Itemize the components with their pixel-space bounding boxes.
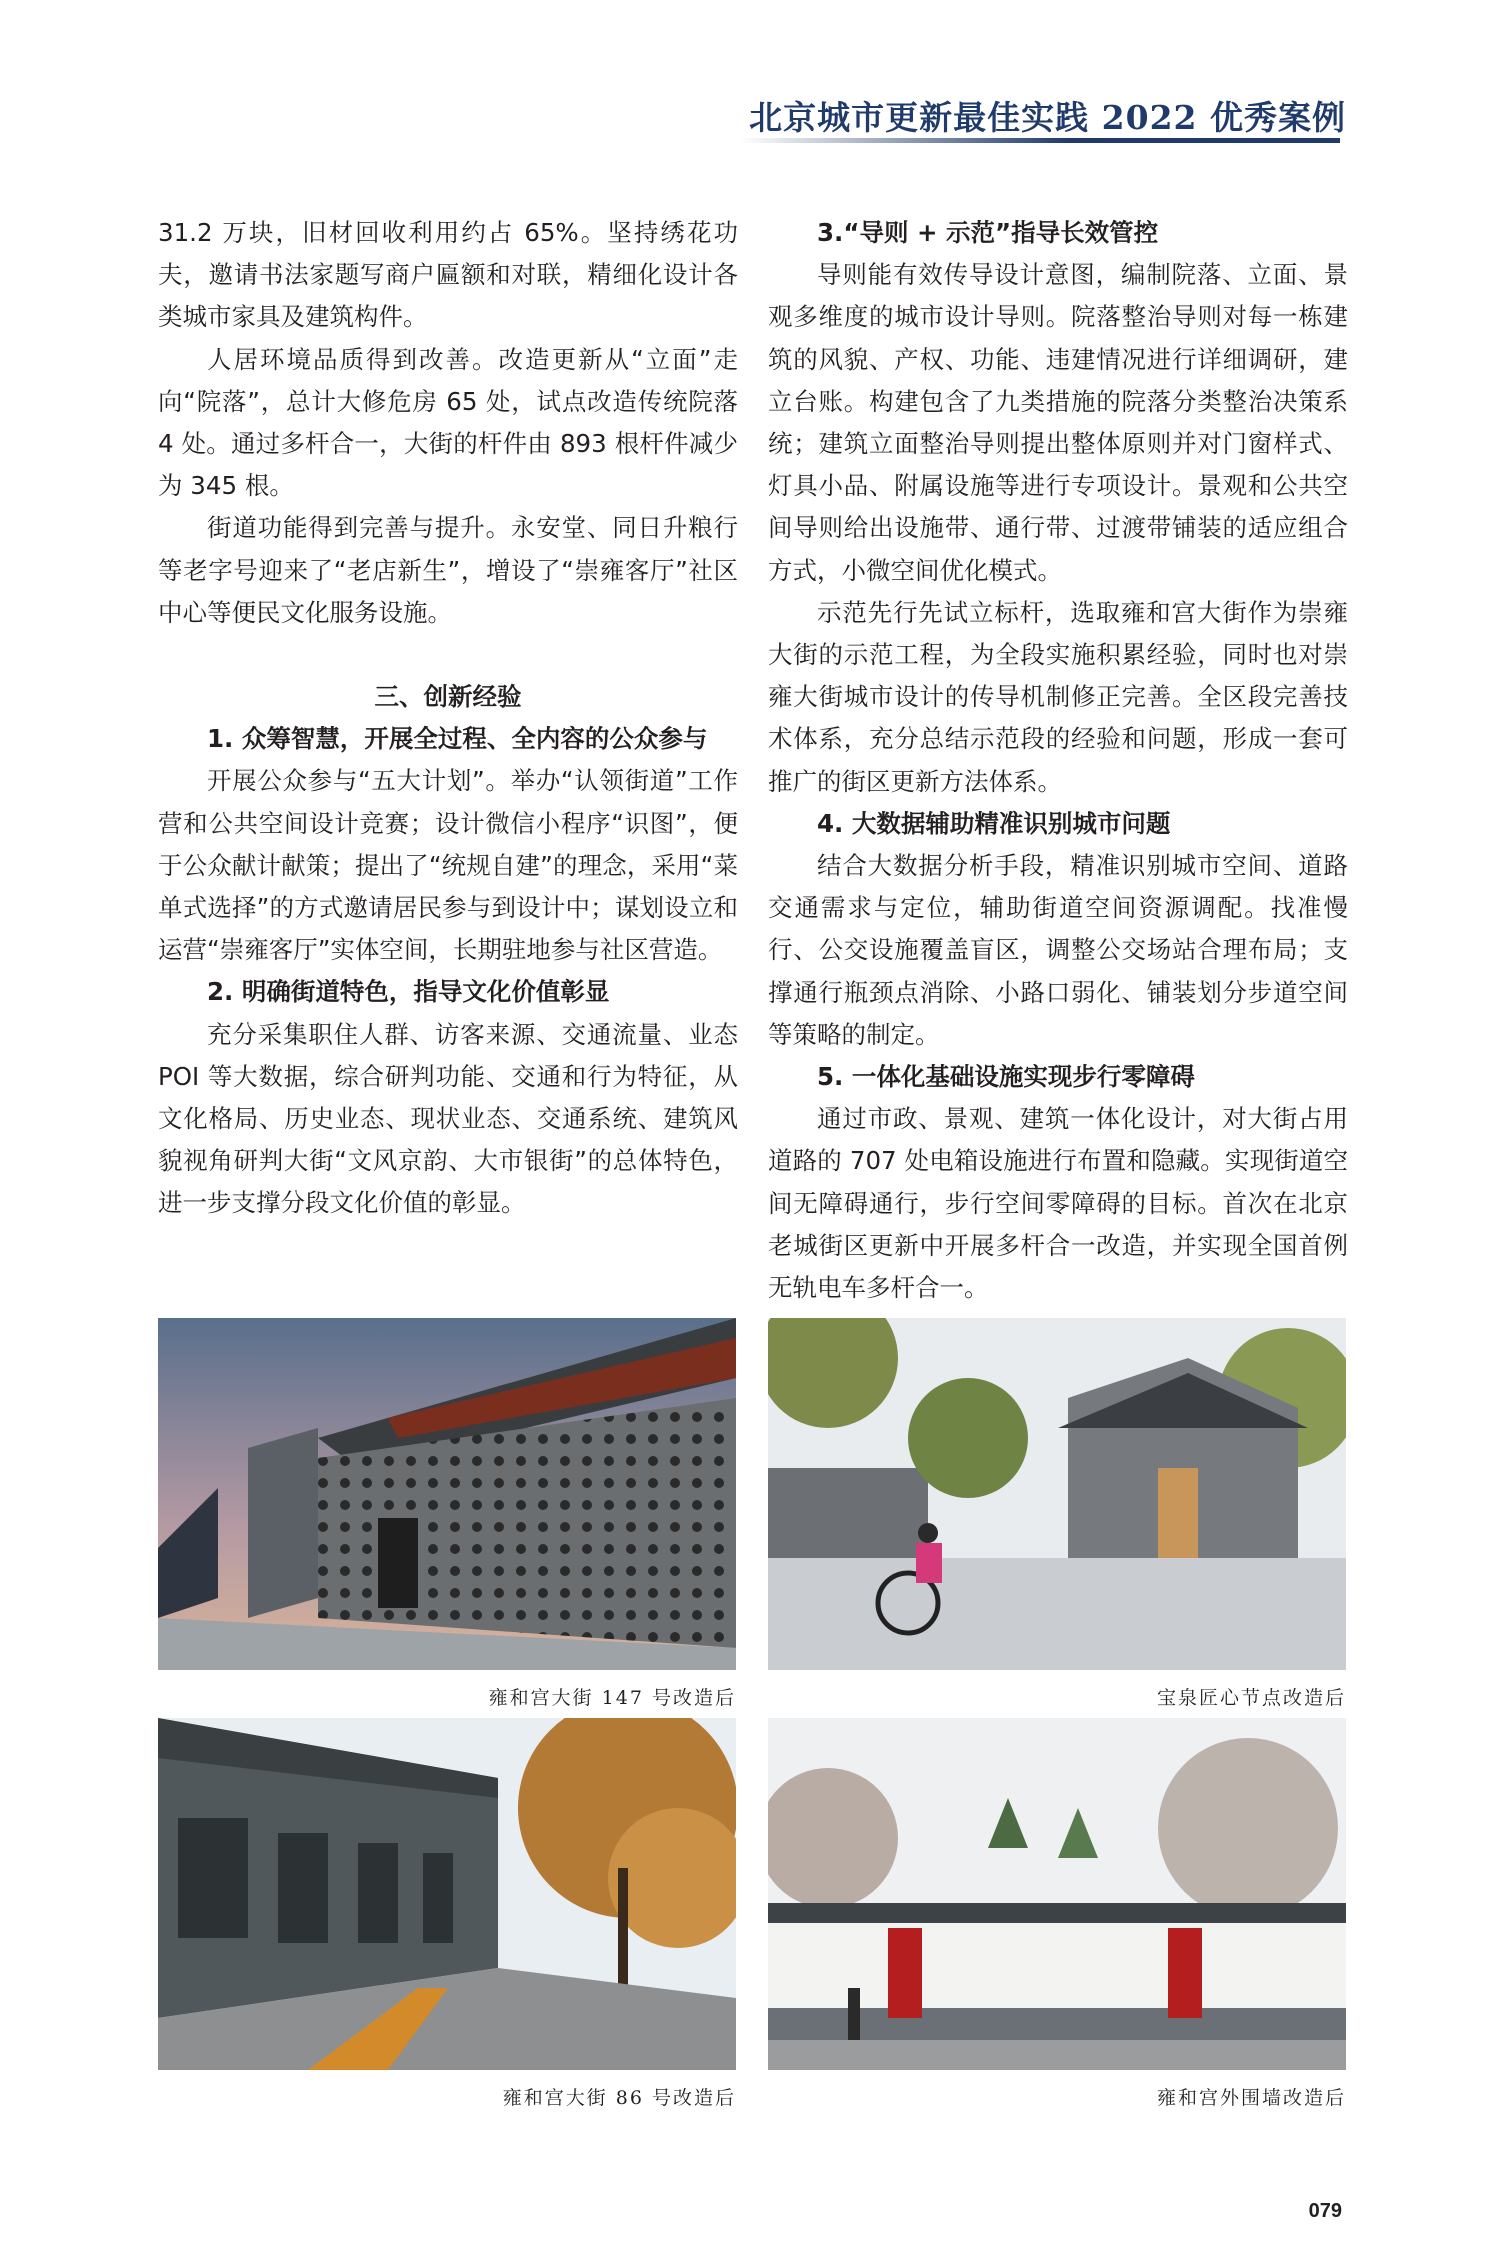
paragraph: 通过市政、景观、建筑一体化设计，对大街占用道路的 707 处电箱设施进行布置和隐藏。实现街道空间无障碍通行，步行空间零障碍的目标。首次在北京老城街区更新中开展多杆合一改造，并实现全国首例无轨电车多杆合一。 [768, 1104, 1348, 1303]
paragraph: 人居环境品质得到改善。改造更新从“立面”走向“院落”，总计大修危房 65 处，试点改造传统院落 4 处。通过多杆合一，大街的杆件由 893 根杆件减少为 345 根。 [158, 344, 738, 501]
left-column [158, 212, 738, 1225]
photo-caption: 雍和宫大街 86 号改造后 [502, 2087, 736, 2109]
paragraph: 示范先行先试立标杆，选取雍和宫大街作为崇雍大街的示范工程，为全段实施积累经验，同时也对崇雍大街城市设计的传导机制修正完善。全区段完善技术体系，充分总结示范段的经验和问题，形成一套可推广的街区更新方法体系。 [768, 597, 1348, 796]
photo-yonghegong-147 [158, 1318, 736, 1670]
paragraph: 结合大数据分析手段，精准识别城市空间、道路交通需求与定位，辅助街道空间资源调配。找准慢行、公交设施覆盖盲区，调整公交场站合理布局；支撑通行瓶颈点消除、小路口弱化、铺装划分步道空间等策略的制定。 [768, 851, 1348, 1049]
photo-caption: 雍和宫外围墙改造后 [1156, 2087, 1346, 2109]
paragraph: 开展公众参与“五大计划”。举办“认领街道”工作营和公共空间设计竞赛；设计微信小程序“识图”，便于公众献计献策；提出了“统规自建”的理念，采用“菜单式选择”的方式邀请居民参与到设计中；谋划设立和运营“崇雍客厅”实体空间，长期驻地参与社区营造。 [158, 766, 738, 965]
subsection-heading: 4. 大数据辅助精准识别城市问题 [817, 808, 1171, 838]
photo-caption: 雍和宫大街 147 号改造后 [488, 1687, 736, 1709]
paragraph: 街道功能得到完善与提升。永安堂、同日升粮行等老字号迎来了“老店新生”，增设了“崇雍客厅”社区中心等便民文化服务设施。 [158, 513, 738, 627]
photo-yonghegong-86 [158, 1718, 736, 2070]
subsection-heading: 5. 一体化基础设施实现步行零障碍 [817, 1062, 1195, 1092]
page-number: 079 [1308, 2200, 1342, 2222]
paragraph: 导则能有效传导设计意图，编制院落、立面、景观多维度的城市设计导则。院落整治导则对每一栋建筑的风貌、产权、功能、违建情况进行详细调研，建立台账。构建包含了九类措施的院落分类整治决策系统；建筑立面整治导则提出整体原则并对门窗样式、灯具小品、附属设施等进行专项设计。景观和公共空间导则给出设施带、通行带、过渡带铺装的适应组合方式，小微空间优化模式。 [768, 260, 1348, 585]
paragraph: 31.2 万块，旧材回收利用约占 65%。坚持绣花功夫，邀请书法家题写商户匾额和对联，精细化设计各类城市家具及建筑构件。 [158, 218, 738, 332]
subsection-heading: 3.“导则 + 示范”指导长效管控 [817, 218, 1159, 247]
photo-caption: 宝泉匠心节点改造后 [1156, 1687, 1346, 1709]
section-heading: 三、创新经验 [374, 682, 522, 712]
photo-baoquan [768, 1318, 1346, 1670]
right-column [768, 212, 1348, 1309]
subsection-heading: 1. 众筹智慧，开展全过程、全内容的公众参与 [207, 724, 708, 754]
running-header-title: 北京城市更新最佳实践 2022 优秀案例 [749, 98, 1346, 137]
photo-yonghegong-wall [768, 1718, 1346, 2070]
subsection-heading: 2. 明确街道特色，指导文化价值彰显 [207, 977, 610, 1007]
paragraph: 充分采集职住人群、访客来源、交通流量、业态 POI 等大数据，综合研判功能、交通和行为特征，从文化格局、历史业态、现状业态、交通系统、建筑风貌视角研判大街“文风京韵、大市银街”的总体特色，进一步支撑分段文化价值的彰显。 [158, 1019, 738, 1218]
header-rule [740, 138, 1340, 143]
